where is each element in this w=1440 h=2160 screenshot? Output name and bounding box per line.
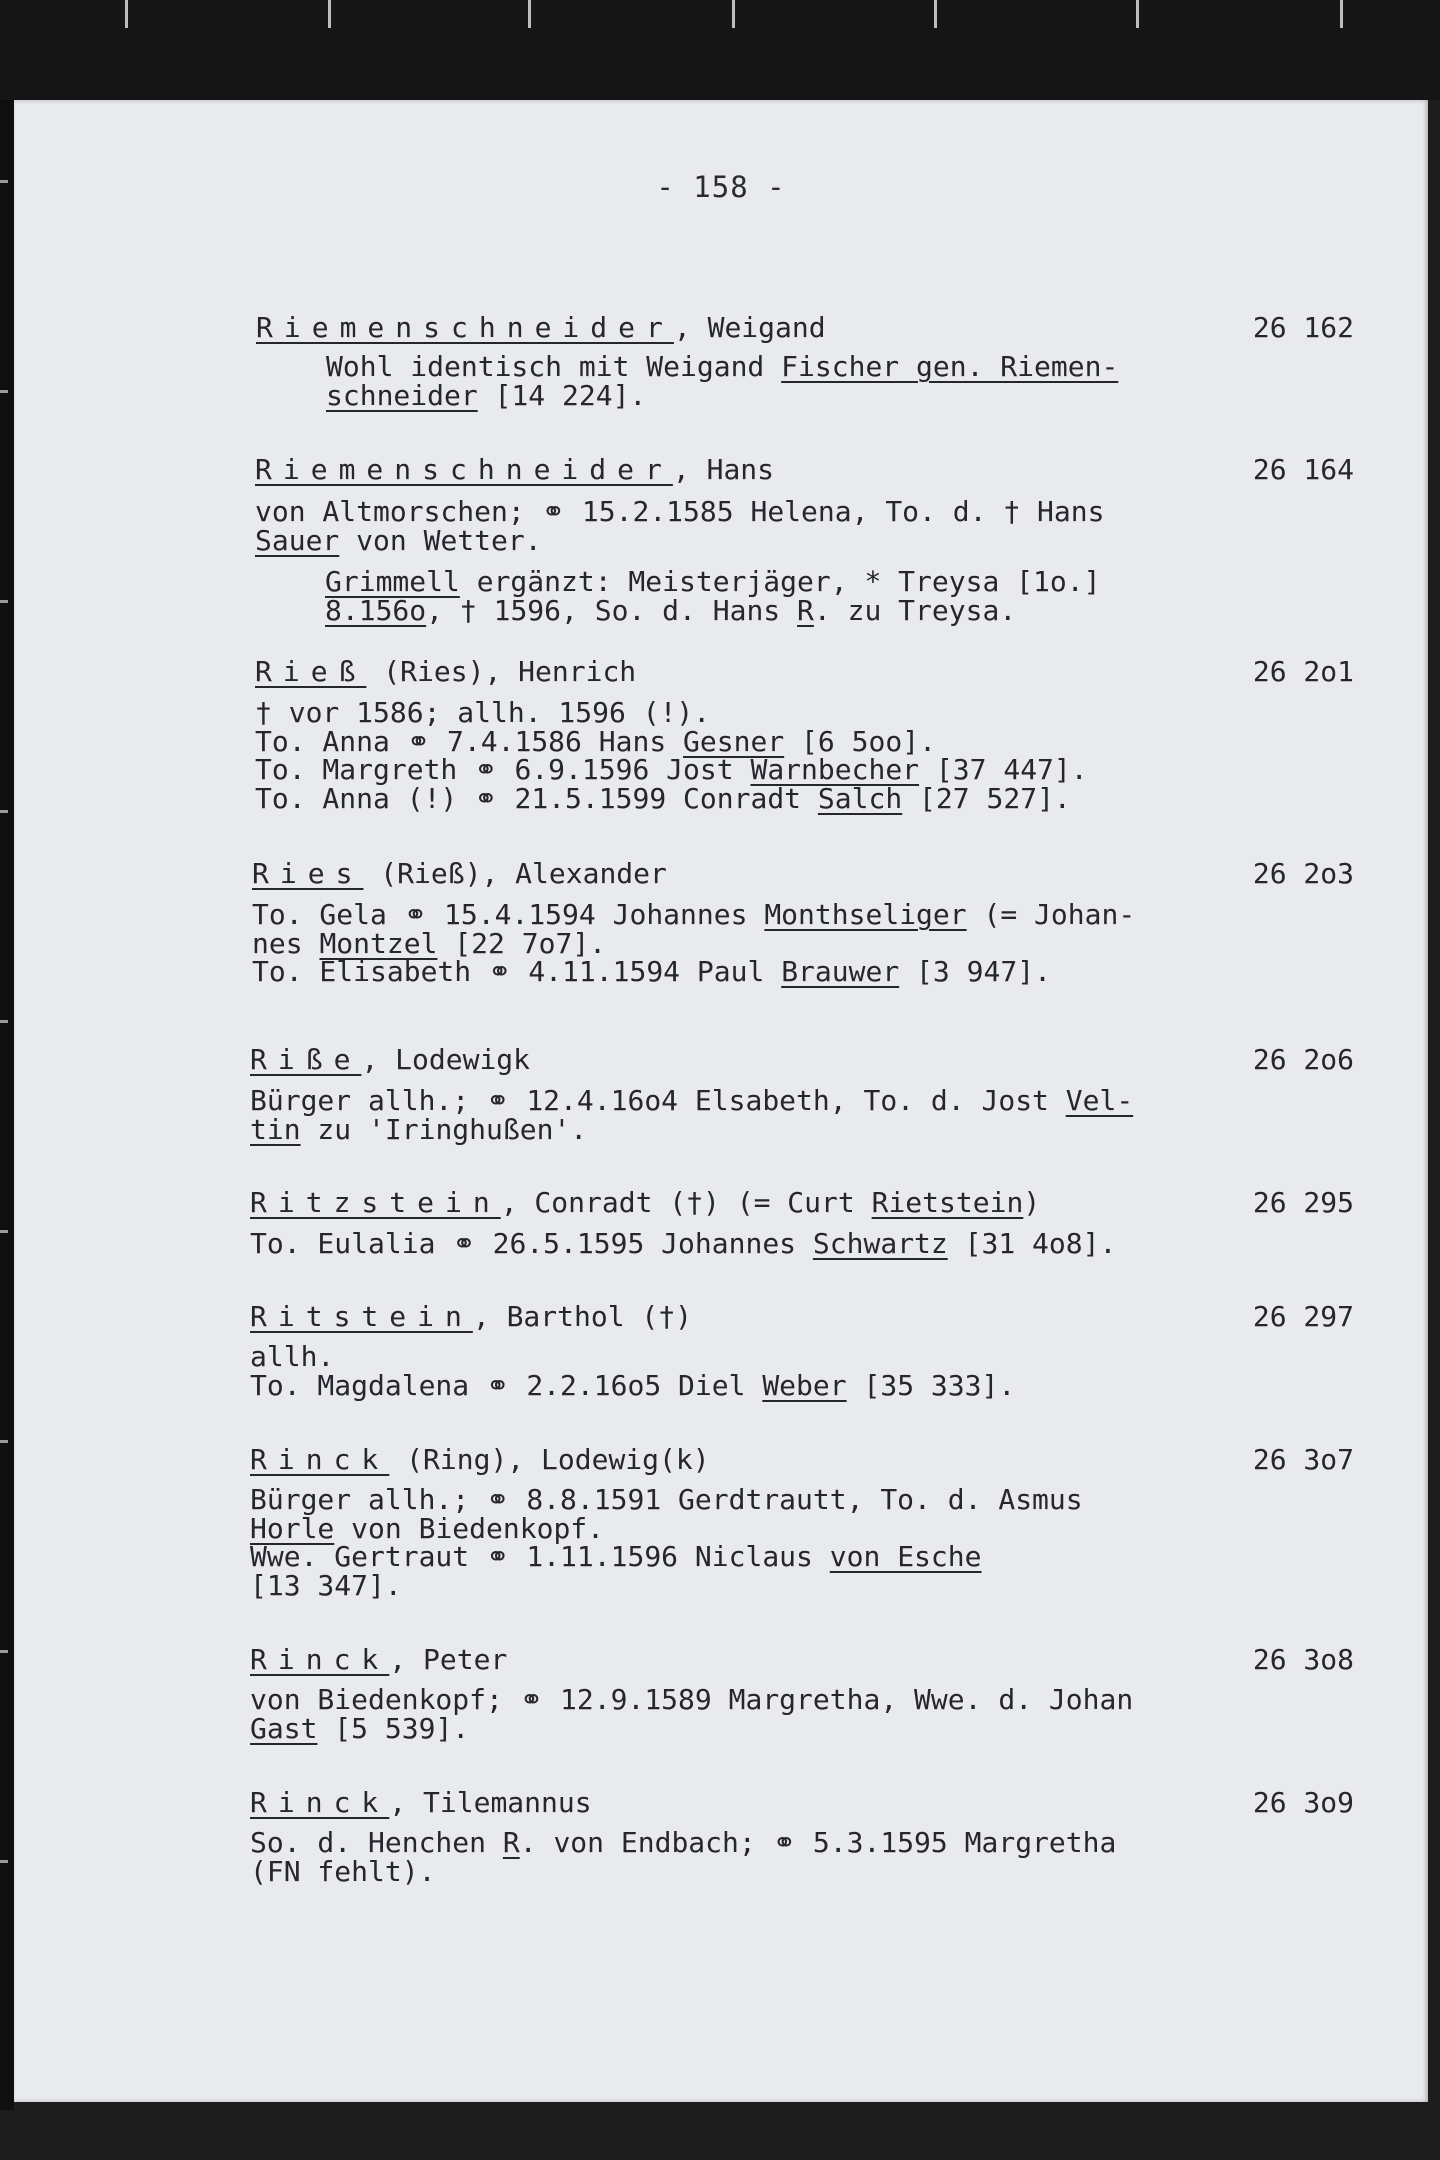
entry-number: 26 2o1 xyxy=(1252,655,1354,688)
entry-line xyxy=(255,565,1104,598)
text-segment: , † 1596, So. d. Hans xyxy=(426,593,798,627)
film-mark xyxy=(328,0,331,28)
given-name: , Hans xyxy=(672,453,775,486)
film-border-left xyxy=(0,100,14,2110)
text-segment: To. Eulalia ⚭ 26.5.1595 Johannes xyxy=(250,1227,813,1260)
text-segment: von Wetter. xyxy=(339,523,542,557)
given-name: (Ring), Lodewig(k) xyxy=(389,1443,710,1476)
film-mark xyxy=(1136,0,1139,28)
film-mark xyxy=(934,0,937,28)
film-mark xyxy=(0,810,8,813)
underlined-name: Gast xyxy=(250,1711,318,1745)
film-mark xyxy=(528,0,531,28)
underlined-name: tin xyxy=(250,1112,301,1146)
entry-line xyxy=(255,781,1088,815)
surname: Riße xyxy=(250,1043,362,1076)
text-segment: (FN fehlt). xyxy=(250,1854,436,1888)
entry-body xyxy=(250,1227,1117,1260)
entry-line xyxy=(250,1340,1015,1373)
heading-suffix: ) xyxy=(1023,1186,1041,1219)
text-segment: von Biedenkopf. xyxy=(334,1511,605,1545)
film-mark xyxy=(0,1230,8,1233)
underlined-name: Schwartz xyxy=(812,1227,948,1260)
underlined-name: R xyxy=(502,1826,520,1859)
entry-number: 26 164 xyxy=(1252,453,1354,486)
text-segment: [27 527]. xyxy=(902,781,1071,815)
underlined-name: R xyxy=(797,593,814,627)
text-segment: allh. xyxy=(250,1340,335,1373)
text-segment: To. Gela ⚭ 15.4.1594 Johannes xyxy=(252,898,765,931)
surname: Rinck xyxy=(250,1643,390,1676)
entry-line xyxy=(250,1568,1083,1602)
text-segment: To. Magdalena ⚭ 2.2.16o5 Diel xyxy=(250,1368,763,1402)
text-segment: Bürger allh.; ⚭ 8.8.1591 Gerdtrautt, To. d. Asmus xyxy=(250,1483,1083,1516)
entry-line xyxy=(250,1084,1134,1117)
text-segment: [35 333]. xyxy=(846,1368,1016,1402)
entry-line xyxy=(250,1483,1083,1516)
entry-line xyxy=(256,350,1119,383)
underlined-name: Fischer gen. Riemen- xyxy=(781,350,1119,383)
film-mark xyxy=(732,0,735,28)
entry-body xyxy=(250,1826,1117,1888)
entry-number: 26 3o8 xyxy=(1252,1643,1354,1676)
entry-body xyxy=(255,495,1105,627)
surname: Rinck xyxy=(250,1443,390,1476)
entry-number: 26 3o9 xyxy=(1252,1786,1354,1819)
underlined-name: Grimmell xyxy=(325,565,460,598)
underlined-name: Gesner xyxy=(683,724,785,758)
underlined-name: 8.156o xyxy=(325,593,427,627)
entry-number: 26 162 xyxy=(1252,311,1354,344)
text-segment: To. Margreth ⚭ 6.9.1596 Jost xyxy=(255,753,751,786)
text-segment: [5 539]. xyxy=(317,1711,470,1745)
text-segment: [13 347]. xyxy=(250,1568,402,1602)
entry-line xyxy=(255,753,1088,786)
text-segment: (= Johan- xyxy=(966,898,1136,931)
entry-line xyxy=(250,1112,1133,1146)
document-page xyxy=(14,100,1428,2102)
entry-line xyxy=(250,1683,1134,1716)
entry-number: 26 2o3 xyxy=(1252,857,1354,890)
entry-number: 26 295 xyxy=(1252,1186,1354,1219)
entry-line xyxy=(250,1854,1116,1888)
film-mark xyxy=(0,1650,8,1653)
given-name: , Peter xyxy=(389,1643,508,1676)
entry-number: 26 2o6 xyxy=(1252,1043,1354,1076)
given-name: , Weigand xyxy=(673,311,826,344)
entry-line xyxy=(250,1540,1083,1573)
entry-line xyxy=(250,1227,1117,1260)
entry-heading xyxy=(252,857,667,890)
underlined-name: Montzel xyxy=(319,926,438,960)
surname: Ritzstein xyxy=(250,1186,501,1219)
entry-heading xyxy=(250,1443,710,1476)
underlined-name: Weber xyxy=(762,1368,847,1402)
text-segment: [22 7o7]. xyxy=(437,926,607,960)
entry-body xyxy=(250,1683,1134,1745)
entry-line xyxy=(255,724,1088,758)
underlined-name: Sauer xyxy=(255,523,340,557)
surname: Ries xyxy=(252,857,364,890)
entry-number: 26 3o7 xyxy=(1252,1443,1354,1476)
entry-line xyxy=(255,495,1105,528)
text-segment: [14 224]. xyxy=(477,378,647,412)
entry-heading xyxy=(256,311,826,344)
surname: Rieß xyxy=(255,655,367,688)
entry-line xyxy=(255,593,1104,627)
entry-body xyxy=(255,696,1088,815)
film-mark xyxy=(125,0,128,28)
entry-body xyxy=(250,1084,1134,1146)
surname: Riemenschneider xyxy=(256,311,674,344)
text-segment: . zu Treysa. xyxy=(813,593,1017,627)
film-border-top xyxy=(0,0,1440,100)
text-segment: Wohl identisch mit Weigand xyxy=(326,350,782,383)
entry-line xyxy=(250,1826,1117,1859)
text-segment: ergänzt: Meisterjäger, * Treysa [1o.] xyxy=(459,565,1101,598)
underlined-name: Horle xyxy=(250,1511,335,1545)
entry-heading xyxy=(250,1786,592,1819)
text-segment: [37 447]. xyxy=(919,753,1088,786)
entry-line xyxy=(255,696,1088,729)
underlined-name: von Esche xyxy=(829,1540,982,1573)
given-name: , Barthol (†) xyxy=(472,1300,693,1333)
underlined-name: Salch xyxy=(817,781,903,815)
given-name: , Lodewigk xyxy=(361,1043,531,1076)
cross-reference-name: Rietstein xyxy=(871,1186,1024,1219)
underlined-name: Brauwer xyxy=(781,955,900,988)
given-name: , Tilemannus xyxy=(389,1786,592,1819)
entry-line xyxy=(252,898,1136,931)
text-segment: So. d. Henchen xyxy=(250,1826,503,1859)
entry-heading xyxy=(250,1300,693,1333)
film-mark xyxy=(0,1020,8,1023)
entry-body xyxy=(252,898,1136,988)
film-mark xyxy=(1340,0,1343,28)
entry-heading xyxy=(255,453,775,486)
entry-line xyxy=(250,1511,1083,1545)
text-segment: von Altmorschen; ⚭ 15.2.1585 Helena, To. d. † Hans xyxy=(255,495,1105,528)
entry-line xyxy=(255,523,1104,557)
film-mark xyxy=(0,180,8,183)
text-segment: Wwe. Gertraut ⚭ 1.11.1596 Niclaus xyxy=(250,1540,830,1573)
film-mark xyxy=(0,1860,8,1863)
text-segment: von Biedenkopf; ⚭ 12.9.1589 Margretha, Wwe. d. Johan xyxy=(250,1683,1134,1716)
given-name: (Ries), Henrich xyxy=(366,655,637,688)
film-mark xyxy=(0,390,8,393)
text-segment: [3 947]. xyxy=(899,955,1051,988)
entry-line xyxy=(252,926,1135,960)
underlined-name: schneider xyxy=(326,378,478,412)
underlined-name: Warnbecher xyxy=(750,753,920,786)
surname: Ritstein xyxy=(250,1300,473,1333)
entry-heading xyxy=(250,1186,1041,1219)
entry-heading xyxy=(250,1043,531,1076)
text-segment: [31 4o8]. xyxy=(947,1227,1117,1260)
text-segment: † vor 1586; allh. 1596 (!). xyxy=(255,696,711,729)
given-name: (Rieß), Alexander xyxy=(363,857,667,890)
entry-heading xyxy=(255,655,637,688)
entry-line xyxy=(250,1368,1016,1402)
underlined-name: Vel- xyxy=(1065,1084,1134,1117)
text-segment: . von Endbach; ⚭ 5.3.1595 Margretha xyxy=(519,1826,1117,1859)
underlined-name: Monthseliger xyxy=(764,898,967,931)
text-segment: To. Anna (!) ⚭ 21.5.1599 Conradt xyxy=(255,781,818,815)
text-segment: Bürger allh.; ⚭ 12.4.16o4 Elsabeth, To. d. Jost xyxy=(250,1084,1066,1117)
text-segment: To. Elisabeth ⚭ 4.11.1594 Paul xyxy=(252,955,782,988)
film-mark xyxy=(0,600,8,603)
entry-number: 26 297 xyxy=(1252,1300,1354,1333)
page-number: - 158 - xyxy=(656,170,786,204)
entry-line xyxy=(250,1711,1133,1745)
text-segment: To. Anna ⚭ 7.4.1586 Hans xyxy=(255,724,684,758)
entry-line xyxy=(252,955,1135,988)
text-segment: zu 'Iringhußen'. xyxy=(300,1112,588,1146)
surname: Rinck xyxy=(250,1786,390,1819)
entry-body xyxy=(256,350,1119,412)
text-segment: nes xyxy=(252,926,320,960)
film-mark xyxy=(0,1440,8,1443)
entry-body xyxy=(250,1483,1083,1602)
entry-line xyxy=(256,378,1118,412)
entry-heading xyxy=(250,1643,508,1676)
surname: Riemenschneider xyxy=(255,453,673,486)
given-name: , Conradt (†) (= Curt xyxy=(500,1186,872,1219)
text-segment: [6 5oo]. xyxy=(784,724,936,758)
entry-body xyxy=(250,1340,1016,1402)
